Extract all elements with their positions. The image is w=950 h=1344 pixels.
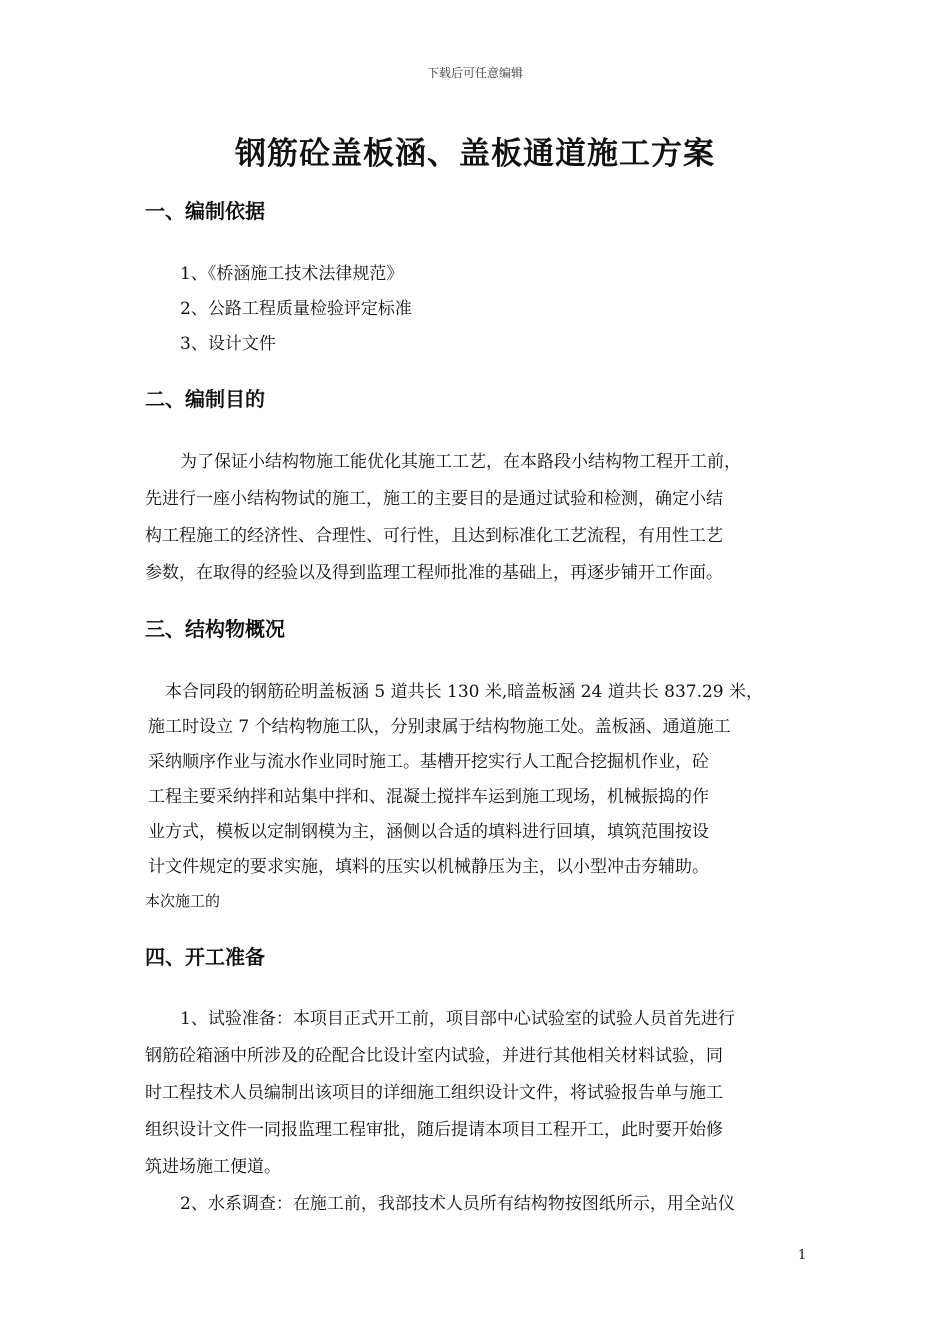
paragraph-line: 计文件规定的要求实施，填料的压实以机械静压为主，以小型冲击夯辅助。	[148, 857, 709, 877]
document-title: 钢筋砼盖板涵、盖板通道施工方案	[235, 136, 715, 172]
paragraph-line: 本合同段的钢筋砼明盖板涵 5 道共长 130 米,暗盖板涵 24 道共长 837.29 米，	[165, 682, 764, 702]
paragraph-line: 为了保证小结构物施工能优化其施工工艺，在本路段小结构物工程开工前，	[180, 452, 741, 472]
paragraph-line: 时工程技术人员编制出该项目的详细施工组织设计文件，将试验报告单与施工	[145, 1083, 723, 1103]
paragraph-line: 组织设计文件一同报监理工程审批，随后提请本项目工程开工，此时要开始修	[145, 1120, 723, 1140]
page-number: 1	[798, 1248, 807, 1263]
paragraph-line: 筑进场施工便道。	[145, 1157, 281, 1177]
paragraph-line: 钢筋砼箱涵中所涉及的砼配合比设计室内试验，并进行其他相关材料试验，同	[145, 1046, 723, 1066]
section-heading-basis: 一、编制依据	[145, 199, 265, 223]
paragraph-line: 业方式，模板以定制钢模为主，涵侧以合适的填料进行回填，填筑范围按设	[148, 822, 709, 842]
section-heading-overview: 三、结构物概况	[145, 617, 285, 641]
page-header-note: 下载后可任意编辑	[426, 66, 523, 80]
paragraph-line: 2、水系调查：在施工前，我部技术人员所有结构物按图纸所示，用全站仪	[180, 1194, 735, 1214]
paragraph-line: 1、试验准备：本项目正式开工前，项目部中心试验室的试验人员首先进行	[180, 1009, 735, 1029]
paragraph-line: 构工程施工的经济性、合理性、可行性，且达到标准化工艺流程，有用性工艺	[145, 526, 723, 546]
paragraph-line: 施工时设立 7 个结构物施工队，分别隶属于结构物施工处。盖板涵、通道施工	[148, 717, 731, 737]
list-item: 2、公路工程质量检验评定标准	[180, 299, 412, 319]
list-item: 3、设计文件	[180, 334, 276, 354]
section-heading-preparation: 四、开工准备	[145, 945, 265, 969]
paragraph-line: 工程主要采纳拌和站集中拌和、混凝土搅拌车运到施工现场，机械振捣的作	[148, 787, 709, 807]
paragraph-line: 采纳顺序作业与流水作业同时施工。基槽开挖实行人工配合挖掘机作业，砼	[148, 752, 709, 772]
paragraph-line: 本次施工的	[145, 892, 221, 910]
paragraph-line: 参数，在取得的经验以及得到监理工程师批准的基础上，再逐步铺开工作面。	[145, 563, 723, 583]
paragraph-line: 先进行一座小结构物试的施工，施工的主要目的是通过试验和检测，确定小结	[145, 489, 723, 509]
list-item: 1、《桥涵施工技术法律规范》	[180, 264, 404, 284]
section-heading-purpose: 二、编制目的	[145, 387, 265, 411]
